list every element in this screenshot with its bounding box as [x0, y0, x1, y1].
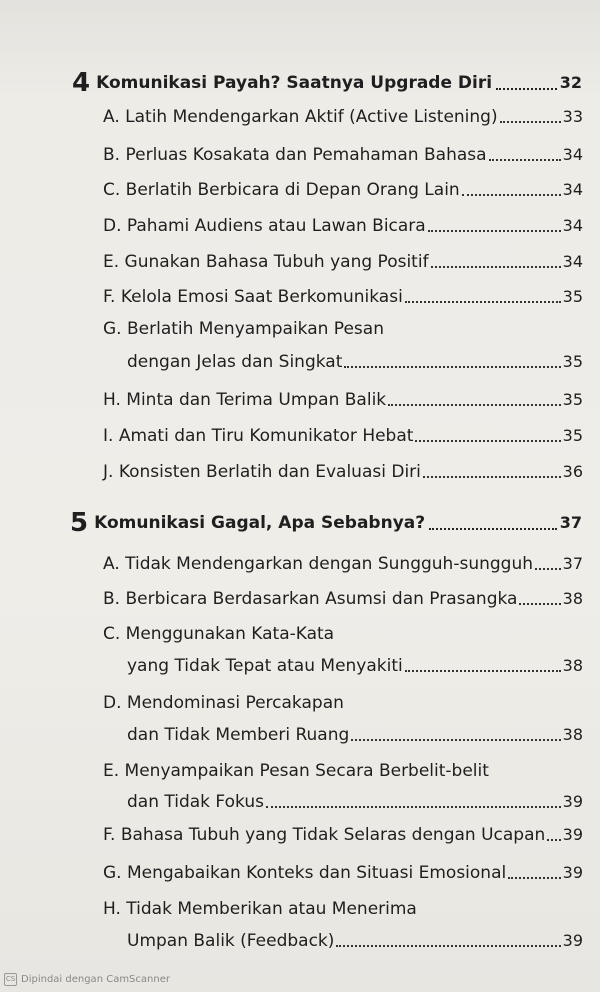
- toc-entry: [103, 106, 583, 128]
- leader-dots: [405, 670, 561, 672]
- leader-dots: [423, 476, 561, 478]
- entry-page: 38: [562, 589, 583, 608]
- entry-label-line1: G. Berlatih Menyampaikan Pesan: [103, 319, 384, 339]
- entry-label: A. Tidak Mendengarkan dengan Sungguh-sungguh: [103, 554, 533, 574]
- toc-entry: [103, 251, 583, 273]
- entry-label: J. Konsisten Berlatih dan Evaluasi Diri: [103, 462, 421, 482]
- entry-label: dengan Jelas dan Singkat: [127, 352, 343, 372]
- entry-label: Umpan Balik (Feedback): [127, 931, 335, 951]
- entry-page: 34: [562, 216, 583, 235]
- entry-page: 37: [562, 554, 583, 573]
- entry-label: G. Mengabaikan Konteks dan Situasi Emosional: [103, 863, 507, 883]
- entry-page: 34: [562, 145, 583, 164]
- leader-dots: [429, 528, 557, 530]
- entry-page: 35: [562, 287, 583, 306]
- toc-entry: [103, 389, 583, 411]
- entry-page: 34: [562, 252, 583, 271]
- leader-dots: [405, 301, 561, 303]
- chapter-title: Komunikasi Payah? Saatnya Upgrade Diri: [96, 73, 493, 93]
- leader-dots: [431, 266, 561, 268]
- toc-entry: [127, 930, 583, 952]
- chapter-number: 4: [72, 68, 91, 98]
- entry-page: 33: [562, 107, 583, 126]
- toc-entry: [103, 215, 583, 237]
- entry-page: 38: [562, 725, 583, 744]
- toc-entry: [103, 461, 583, 483]
- entry-label: F. Bahasa Tubuh yang Tidak Selaras dengan Ucapan: [103, 825, 546, 845]
- entry-label: C. Berlatih Berbicara di Depan Orang Lain: [103, 180, 460, 200]
- toc-entry: [127, 791, 583, 813]
- toc-entry: [127, 724, 583, 746]
- toc-entry: [127, 655, 583, 677]
- leader-dots: [489, 159, 561, 161]
- entry-page: 35: [562, 426, 583, 445]
- watermark-text: Dipindai dengan CamScanner: [21, 974, 170, 985]
- leader-dots: [428, 230, 561, 232]
- toc-entry: [103, 553, 583, 575]
- chapter-page: 37: [559, 513, 582, 532]
- scanner-watermark: [4, 973, 170, 986]
- entry-label: I. Amati dan Tiru Komunikator Hebat: [103, 426, 414, 446]
- entry-page: 39: [562, 863, 583, 882]
- entry-page: 39: [562, 825, 583, 844]
- entry-label: D. Pahami Audiens atau Lawan Bicara: [103, 216, 426, 236]
- leader-dots: [344, 366, 560, 368]
- entry-label: B. Perluas Kosakata dan Pemahaman Bahasa: [103, 145, 487, 165]
- entry-page: 39: [562, 792, 583, 811]
- entry-label-line1: D. Mendominasi Percakapan: [103, 693, 344, 713]
- toc-entry: [103, 286, 583, 308]
- entry-label-line1: E. Menyampaikan Pesan Secara Berbelit-belit: [103, 761, 489, 781]
- toc-entry: [103, 588, 583, 610]
- leader-dots: [336, 945, 560, 947]
- leader-dots: [519, 603, 560, 605]
- entry-label: yang Tidak Tepat atau Menyakiti: [127, 656, 403, 676]
- entry-page: 34: [562, 180, 583, 199]
- toc-entry: [103, 144, 583, 166]
- entry-label: dan Tidak Fokus: [127, 792, 264, 812]
- leader-dots: [508, 877, 560, 879]
- chapter-number: 5: [70, 508, 89, 538]
- leader-dots: [415, 440, 560, 442]
- entry-page: 35: [562, 352, 583, 371]
- leader-dots: [462, 194, 561, 196]
- camscanner-logo: CS: [4, 973, 17, 986]
- chapter-5-heading: [70, 510, 582, 536]
- entry-page: 35: [562, 390, 583, 409]
- entry-page: 36: [562, 462, 583, 481]
- toc-entry: [103, 179, 583, 201]
- entry-label: H. Minta dan Terima Umpan Balik: [103, 390, 387, 410]
- leader-dots: [388, 404, 561, 406]
- chapter-4-heading: [72, 70, 582, 96]
- toc-entry: [103, 425, 583, 447]
- leader-dots: [500, 121, 561, 123]
- toc-entry: [103, 824, 583, 846]
- toc-entry: [103, 862, 583, 884]
- leader-dots: [547, 839, 560, 841]
- leader-dots: [351, 739, 560, 741]
- leader-dots: [535, 568, 561, 570]
- entry-label: A. Latih Mendengarkan Aktif (Active Listening): [103, 107, 498, 127]
- entry-label-line1: C. Menggunakan Kata-Kata: [103, 624, 335, 644]
- entry-label: F. Kelola Emosi Saat Berkomunikasi: [103, 287, 403, 307]
- leader-dots: [266, 806, 561, 808]
- entry-label: B. Berbicara Berdasarkan Asumsi dan Prasangka: [103, 589, 518, 609]
- entry-label-line1: H. Tidak Memberikan atau Menerima: [103, 899, 417, 919]
- chapter-title: Komunikasi Gagal, Apa Sebabnya?: [94, 513, 426, 533]
- toc-entry: [127, 351, 583, 373]
- leader-dots: [496, 88, 557, 90]
- chapter-page: 32: [559, 73, 582, 92]
- entry-label: E. Gunakan Bahasa Tubuh yang Positif: [103, 252, 429, 272]
- entry-page: 38: [562, 656, 583, 675]
- entry-label: dan Tidak Memberi Ruang: [127, 725, 350, 745]
- entry-page: 39: [562, 931, 583, 950]
